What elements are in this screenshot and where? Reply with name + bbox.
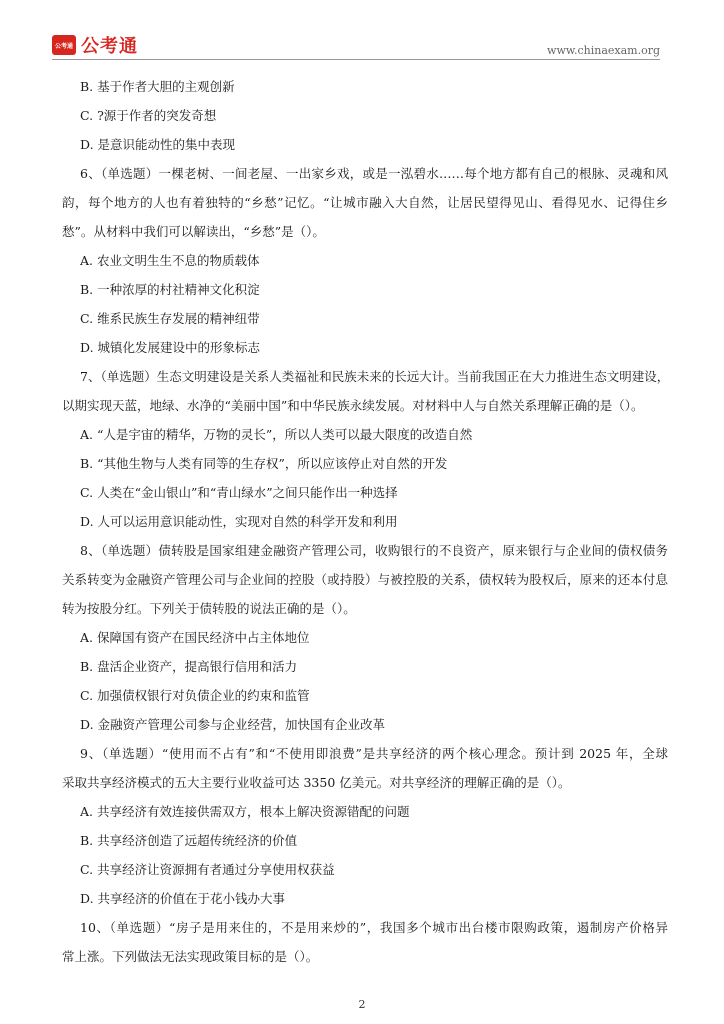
q7-option-a: A. “人是宇宙的精华，万物的灵长”，所以人类可以最大限度的改造自然 xyxy=(80,427,473,442)
page-header xyxy=(0,0,724,62)
q8-stem-line-3: 转为按股分红。下列关于债转股的说法正确的是（）。 xyxy=(62,601,356,616)
q6-stem-line-3: 愁”。从材料中我们可以解读出，“乡愁”是（）。 xyxy=(62,224,325,239)
q8-option-d: D. 金融资产管理公司参与企业经营，加快国有企业改革 xyxy=(80,717,386,732)
q10-stem-line-2: 常上涨。下列做法无法实现政策目标的是（）。 xyxy=(62,949,319,964)
q9-option-a: A. 共享经济有效连接供需双方，根本上解决资源错配的问题 xyxy=(80,804,410,819)
q6-option-b: B. 一种浓厚的村社精神文化积淀 xyxy=(80,282,260,297)
q8-option-b: B. 盘活企业资产，提高银行信用和活力 xyxy=(80,659,298,674)
q9-stem-line-1: 9、（单选题）“使用而不占有”和“不使用即浪费”是共享经济的两个核心理念。预计到 2025 年，全球 xyxy=(80,746,668,761)
q8-option-a: A. 保障国有资产在国民经济中占主体地位 xyxy=(80,630,310,645)
q7-option-b: B. “其他生物与人类有同等的生存权”，所以应该停止对自然的开发 xyxy=(80,456,448,471)
header-divider xyxy=(52,59,660,60)
q9-option-b: B. 共享经济创造了远超传统经济的价值 xyxy=(80,833,298,848)
q6-option-d: D. 城镇化发展建设中的形象标志 xyxy=(80,340,261,355)
q5-option-d: D. 是意识能动性的集中表现 xyxy=(80,137,236,152)
q7-stem-line-2: 以期实现天蓝，地绿、水净的“美丽中国”和中华民族永续发展。对材料中人与自然关系理解正确的是（）。 xyxy=(62,398,644,413)
q5-option-b: B. 基于作者大胆的主观创新 xyxy=(80,79,235,94)
page-number: 2 xyxy=(358,998,366,1011)
site-url[interactable]: www.chinaexam.org xyxy=(547,44,660,57)
q7-stem-line-1: 7、（单选题）生态文明建设是关系人类福祉和民族未来的长远大计。当前我国正在大力推进生态文明建设， xyxy=(80,369,670,384)
q8-stem-line-2: 关系转变为金融资产管理公司与企业间的控股（或持股）与被控股的关系，债权转为股权后，原来的还本付息 xyxy=(62,572,668,587)
q9-option-d: D. 共享经济的价值在于花小钱办大事 xyxy=(80,891,286,906)
q6-option-a: A. 农业文明生生不息的物质载体 xyxy=(80,253,260,268)
q9-option-c: C. 共享经济让资源拥有者通过分享使用权获益 xyxy=(80,862,335,877)
q6-stem-line-2: 韵，每个地方的人也有着独特的“乡愁”记忆。“让城市融入大自然，让居民望得见山、看得见水、记得住乡 xyxy=(62,195,668,210)
q7-option-c: C. 人类在“金山银山”和“青山绿水”之间只能作出一种选择 xyxy=(80,485,398,500)
q10-stem-line-1: 10、（单选题）“房子是用来住的，不是用来炒的”，我国多个城市出台楼市限购政策，遏制房产价格异 xyxy=(80,920,668,935)
q8-option-c: C. 加强债权银行对负债企业的约束和监管 xyxy=(80,688,310,703)
q7-option-d: D. 人可以运用意识能动性，实现对自然的科学开发和利用 xyxy=(80,514,398,529)
q6-option-c: C. 维系民族生存发展的精神纽带 xyxy=(80,311,260,326)
q9-stem-line-2: 采取共享经济模式的五大主要行业收益可达 3350 亿美元。对共享经济的理解正确的是（）。 xyxy=(62,775,571,790)
q8-stem-line-1: 8、（单选题）债转股是国家组建金融资产管理公司，收购银行的不良资产，原来银行与企业间的债权债务 xyxy=(80,543,668,558)
logo-text: 公考通 xyxy=(81,36,138,57)
q6-stem-line-1: 6、（单选题）一棵老树、一间老屋、一出家乡戏，或是一泓碧水……每个地方都有自己的根脉、灵魂和风 xyxy=(80,166,668,181)
logo-badge: 公考通 xyxy=(52,35,76,55)
logo[interactable] xyxy=(52,32,138,58)
q5-option-c: C. ?源于作者的突发奇想 xyxy=(80,108,217,123)
